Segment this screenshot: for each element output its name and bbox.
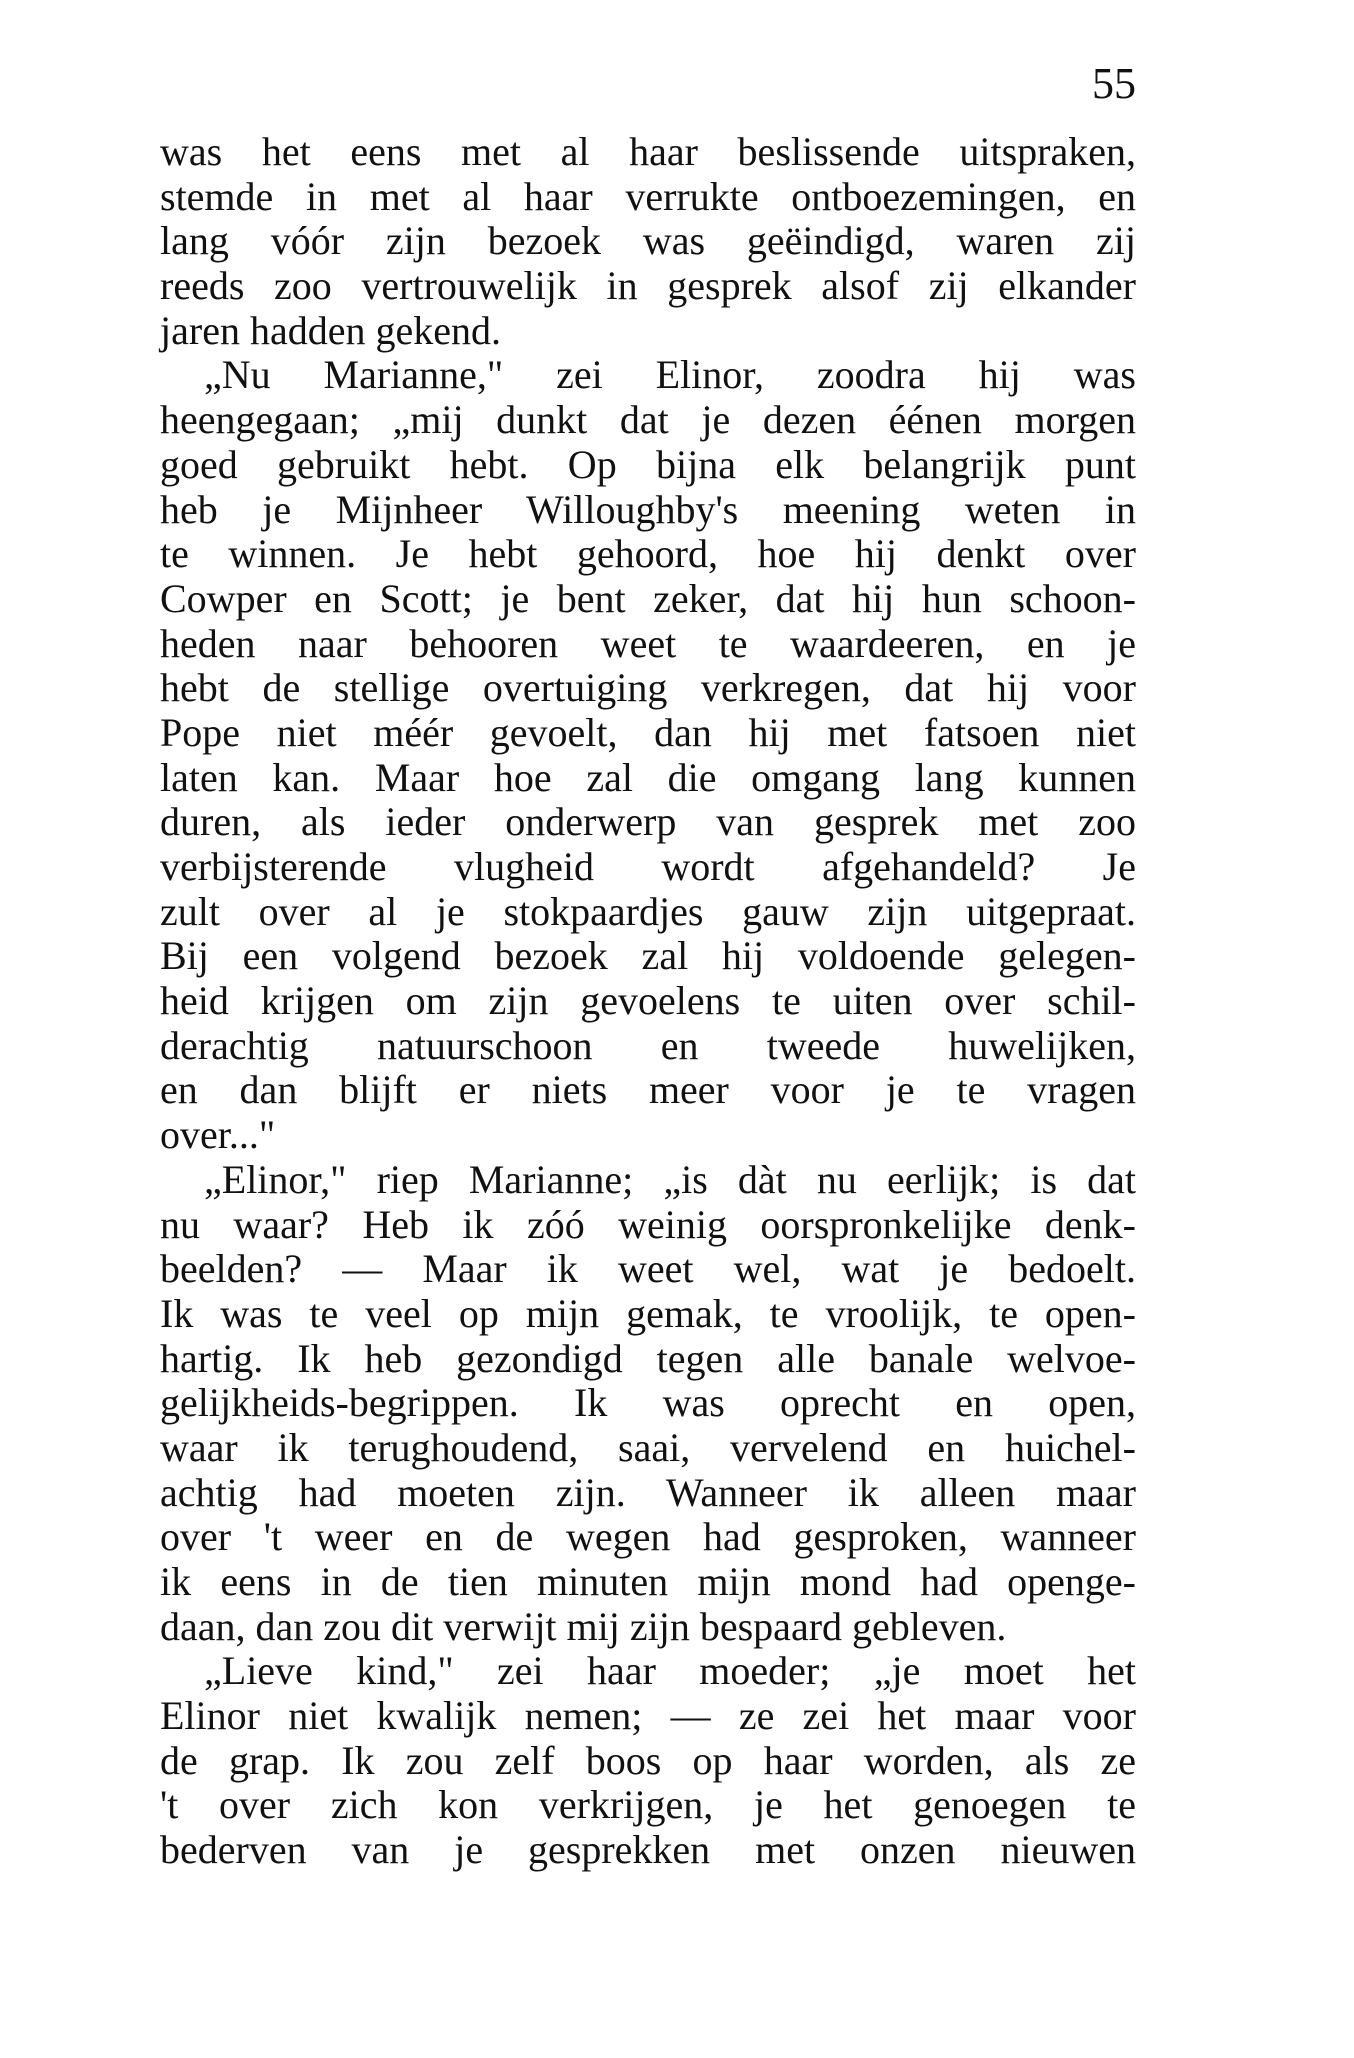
text-line: heden naar behooren weet te waardeeren, en je: [160, 620, 1136, 666]
text-line: hebt de stellige overtuiging verkregen, dat hij voor: [160, 665, 1136, 711]
text-line: Ik was te veel op mijn gemak, te vroolijk, te open-: [160, 1290, 1136, 1336]
text-line: Elinor niet kwalijk nemen; — ze zei het maar voor: [160, 1693, 1136, 1739]
text-line: verbijsterende vlugheid wordt afgehandeld? Je: [160, 844, 1136, 889]
text-line: laten kan. Maar hoe zal die omgang lang kunnen: [160, 754, 1136, 800]
text-line: achtig had moeten zijn. Wanneer ik alleen maar: [160, 1469, 1136, 1515]
text-line: gelijkheids-begrippen. Ik was oprecht en open,: [160, 1380, 1136, 1426]
text-line: over...": [160, 1112, 276, 1158]
text-line: heid krijgen om zijn gevoelens te uiten over schil-: [160, 978, 1136, 1024]
body-text: [160, 130, 1136, 1873]
text-line: zult over al je stokpaardjes gauw zijn uitgepraat.: [160, 888, 1136, 934]
text-line: duren, als ieder onderwerp van gesprek met zoo: [160, 799, 1136, 845]
text-line: lang vóór zijn bezoek was geëindigd, waren zij: [160, 218, 1136, 264]
text-line: stemde in met al haar verrukte ontboezemingen, en: [160, 173, 1136, 219]
text-line: Cowper en Scott; je bent zeker, dat hij hun schoon-: [160, 575, 1136, 621]
text-line: goed gebruikt hebt. Op bijna elk belangrijk punt: [160, 441, 1136, 487]
text-line: „Lieve kind," zei haar moeder; „je moet het: [204, 1648, 1136, 1694]
page-number: 55: [1092, 59, 1136, 108]
text-line: daan, dan zou dit verwijt mij zijn bespaard gebleven.: [160, 1603, 1007, 1649]
text-line: „Elinor," riep Marianne; „is dàt nu eerlijk; is dat: [204, 1156, 1136, 1202]
text-line: heengegaan; „mij dunkt dat je dezen éénen morgen: [160, 397, 1136, 443]
text-line: „Nu Marianne," zei Elinor, zoodra hij was: [204, 352, 1136, 398]
text-line: beelden? — Maar ik weet wel, wat je bedoelt.: [160, 1246, 1136, 1292]
text-line: de grap. Ik zou zelf boos op haar worden, als ze: [160, 1737, 1136, 1783]
text-line: te winnen. Je hebt gehoord, hoe hij denkt over: [160, 531, 1136, 577]
text-line: reeds zoo vertrouwelijk in gesprek alsof zij elkander: [160, 263, 1136, 309]
text-line: ik eens in de tien minuten mijn mond had openge-: [160, 1559, 1136, 1604]
text-line: en dan blijft er niets meer voor je te vragen: [160, 1067, 1136, 1113]
text-line: derachtig natuurschoon en tweede huwelijken,: [160, 1022, 1136, 1068]
text-line: nu waar? Heb ik zóó weinig oorspronkelijke denk-: [160, 1201, 1136, 1247]
text-line: over 't weer en de wegen had gesproken, wanneer: [160, 1514, 1136, 1560]
text-line: heb je Mijnheer Willoughby's meening weten in: [160, 486, 1136, 532]
text-line: hartig. Ik heb gezondigd tegen alle banale welvoe-: [160, 1335, 1136, 1381]
text-line: Pope niet méér gevoelt, dan hij met fatsoen niet: [160, 709, 1136, 755]
text-line: Bij een volgend bezoek zal hij voldoende gelegen-: [160, 933, 1136, 979]
text-line: waar ik terughoudend, saai, vervelend en huichel-: [160, 1424, 1136, 1470]
text-line: 't over zich kon verkrijgen, je het genoegen te: [160, 1782, 1136, 1828]
text-line: bederven van je gesprekken met onzen nieuwen: [160, 1827, 1136, 1873]
text-line: jaren hadden gekend.: [160, 307, 501, 353]
text-line: was het eens met al haar beslissende uitspraken,: [160, 129, 1136, 174]
